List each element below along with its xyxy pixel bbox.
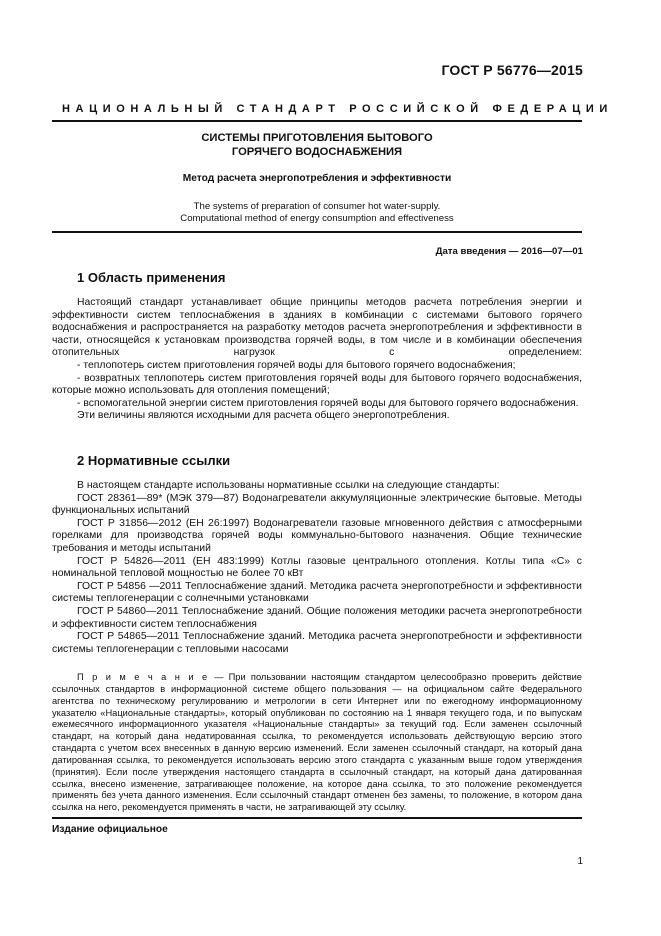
document-title [52, 131, 582, 159]
document-code: ГОСТ Р 56776—2015 [441, 62, 583, 78]
section-2-body [52, 480, 582, 656]
note-paragraph [52, 672, 582, 814]
paragraph: ГОСТ Р 54856 —2011 Теплоснабжение зданий. Методика расчета энергопотребности и эффективности системы теплогенерации с солнечными установками [52, 580, 582, 605]
paragraph: ГОСТ Р 54865—2011 Теплоснабжение зданий. Методика расчета энергопотребности и эффективности системы теплогенерации с тепловыми насосами [52, 631, 582, 655]
paragraph: ГОСТ Р 54860—2011 Теплоснабжение зданий. Общие положения методики расчета энергопотребности и эффективности систем теплоснабжения [52, 605, 582, 630]
paragraph: Эти величины являются исходными для расчета общего энергопотребления. [77, 410, 450, 422]
section-2-heading: 2 Нормативные ссылки [77, 453, 231, 468]
paragraph: ГОСТ Р 31856—2012 (ЕН 26:1997) Водонагреватели газовые мгновенного действия с атмосферными горелками для производства горячей воды коммунально-бытового назначения. Общие технические требования и методы испытаний [52, 517, 582, 554]
title-line-1: СИСТЕМЫ ПРИГОТОВЛЕНИЯ БЫТОВОГО [201, 132, 433, 144]
note-text: — При пользовании настоящим стандартом целесообразно проверить действие ссылочных стандартов в информационной системе общего пользования — на официальном сайте Федерального агентства по техническому регулированию и метрологии в сети Интернет или по ежегодному информационному указателю «Национальные стандарты», который опубликован по состоянию на 1 января текущего года, и по выпускам ежемесячного информационного указателя «Национальные стандарты» за текущий год. Если заменен ссылочный стандарт, на который дана недатированная ссылка, то рекомендуется использовать действующую версию этого стандарта с учетом всех внесенных в данную версию изменений. Если заменен ссылочный стандарт, на который дана датированная ссылка, то рекомендуется использовать версию этого стандарта с указанным выше годом утверждения (принятия). Если после утверждения настоящего стандарта в ссылочный стандарт, на который дана датированная ссылка, внесено изменение, затрагивающее положение, на которое дана ссылка, то это положение рекомендуется применять без учета данного изменения. Если ссылочный стандарт отменен без замены, то положение, в котором дана ссылка на него, рекомендуется применять в части, не затрагивающей эту ссылку. [52, 672, 582, 813]
paragraph: ГОСТ Р 54826—2011 (ЕН 483:1999) Котлы газовые центрального отопления. Котлы типа «С» с номинальной тепловой мощностью не более 70 кВт [52, 555, 582, 580]
document-subtitle: Метод расчета энергопотребления и эффективности [182, 173, 452, 184]
section-1-body [52, 297, 582, 423]
paragraph: Настоящий стандарт устанавливает общие принципы методов расчета потребления энергии и эффективности систем теплоснабжения в зданиях в комбинации с системами бытового горячего водоснабжения и распространяется на разработку методов расчета энергопотребления и эффективности в части, относящейся к установкам производства горячей воды, в том числе и в комбинации обеспечения отопительных нагрузок с определением: [52, 297, 582, 359]
english-title-line-1: The systems of preparation of consumer hot water-supply. [193, 201, 441, 212]
paragraph: В настоящем стандарте использованы нормативные ссылки на следующие стандарты: [77, 480, 500, 491]
paragraph: ГОСТ 28361—89* (МЭК 379—87) Водонагреватели аккумуляционные электрические бытовые. Методы функциональных испытаний [52, 492, 582, 517]
paragraph: - теплопотерь систем приготовления горячей воды для бытового горячего водоснабжения; [77, 359, 516, 371]
section-1-heading: 1 Область применения [77, 270, 226, 285]
paragraph: - возвратных теплопотерь систем приготовления горячей воды для бытового горячего водоснабжения, которые можно использовать для отопления помещений; [52, 372, 582, 397]
english-title-line-2: Computational method of energy consumption and effectiveness [180, 213, 454, 224]
introduction-date: Дата введения — 2016—07—01 [435, 246, 583, 257]
national-standard-banner: НАЦИОНАЛЬНЫЙ СТАНДАРТ РОССИЙСКОЙ ФЕДЕРАЦИИ [62, 103, 613, 115]
title-line-2: ГОРЯЧЕГО ВОДОСНАБЖЕНИЯ [231, 146, 403, 158]
official-edition-label: Издание официальное [52, 824, 168, 835]
title-divider [52, 231, 582, 233]
note-label: П р и м е ч а н и е [77, 672, 209, 682]
note-block [52, 672, 582, 814]
footer-divider [52, 817, 582, 819]
english-title [52, 201, 582, 225]
page-number: 1 [577, 856, 583, 867]
header-divider [52, 120, 582, 122]
paragraph: - вспомогательной энергии систем приготовления горячей воды для бытового горячего водоснабжения. [77, 397, 579, 409]
